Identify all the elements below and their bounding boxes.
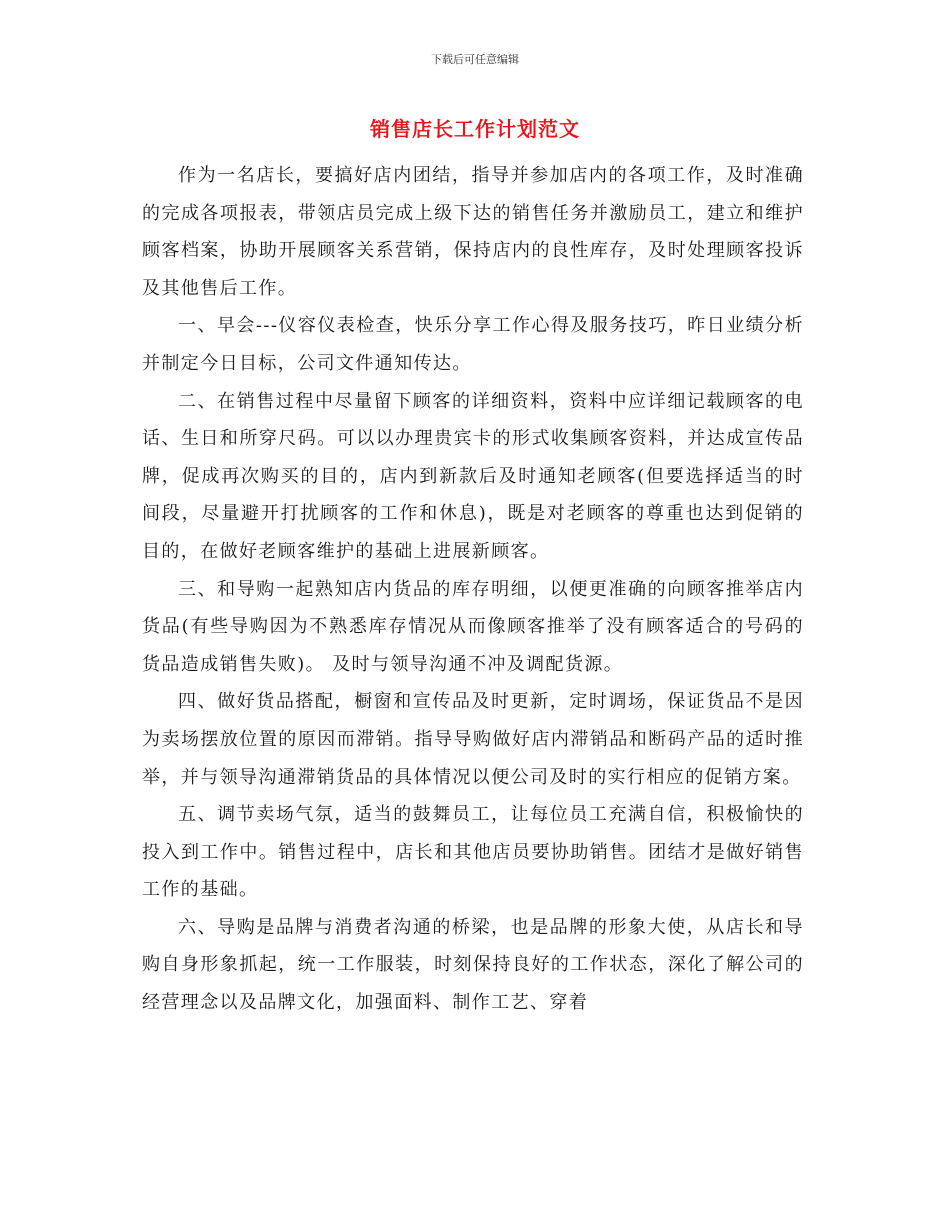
paragraph-1-morning-meeting: 一、早会---仪容仪表检查，快乐分享工作心得及服务技巧，昨日业绩分析并制定今日目标，公司文件通知传达。 — [142, 315, 804, 374]
document-title: 销售店长工作计划范文 — [370, 117, 580, 141]
paragraph-6-brand-image: 六、导购是品牌与消费者沟通的桥梁，也是品牌的形象大使，从店长和导购自身形象抓起，统一工作服装，时刻保持良好的工作状态，深化了解公司的经营理念以及品牌文化，加强面料、制作工艺、穿着 — [142, 916, 804, 1014]
document-body — [142, 157, 804, 1022]
page-header: 下载后可任意编辑 — [431, 53, 519, 66]
paragraph-2-customer-records: 二、在销售过程中尽量留下顾客的详细资料，资料中应详细记载顾客的电话、生日和所穿尺码。可以以办理贵宾卡的形式收集顾客资料，并达成宣传品牌，促成再次购买的目的，店内到新款后及时通知老顾客(但要选择适当的时间段，尽量避开打扰顾客的工作和休息)，既是对老顾客的尊重也达到促销的目的，在做好老顾客维护的基础上进展新顾客。 — [142, 390, 804, 562]
paragraph-4-merchandising: 四、做好货品搭配，橱窗和宣传品及时更新，定时调场，保证货品不是因为卖场摆放位置的原因而滞销。指导导购做好店内滞销品和断码产品的适时推举，并与领导沟通滞销货品的具体情况以便公司及时的实行相应的促销方案。 — [142, 691, 804, 788]
paragraph-3-inventory: 三、和导购一起熟知店内货品的库存明细，以便更准确的向顾客推举店内货品(有些导购因为不熟悉库存情况从而像顾客推举了没有顾客适合的号码的货品造成销售失败)。 及时与领导沟通不冲及调配货源。 — [142, 578, 804, 675]
paragraph-5-atmosphere: 五、调节卖场气氛，适当的鼓舞员工，让每位员工充满自信，积极愉快的投入到工作中。销售过程中，店长和其他店员要协助销售。团结才是做好销售工作的基础。 — [142, 804, 804, 901]
paragraph-intro: 作为一名店长，要搞好店内团结，指导并参加店内的各项工作，及时准确的完成各项报表，带领店员完成上级下达的销售任务并激励员工，建立和维护顾客档案，协助开展顾客关系营销，保持店内的良性库存，及时处理顾客投诉及其他售后工作。 — [142, 165, 804, 299]
